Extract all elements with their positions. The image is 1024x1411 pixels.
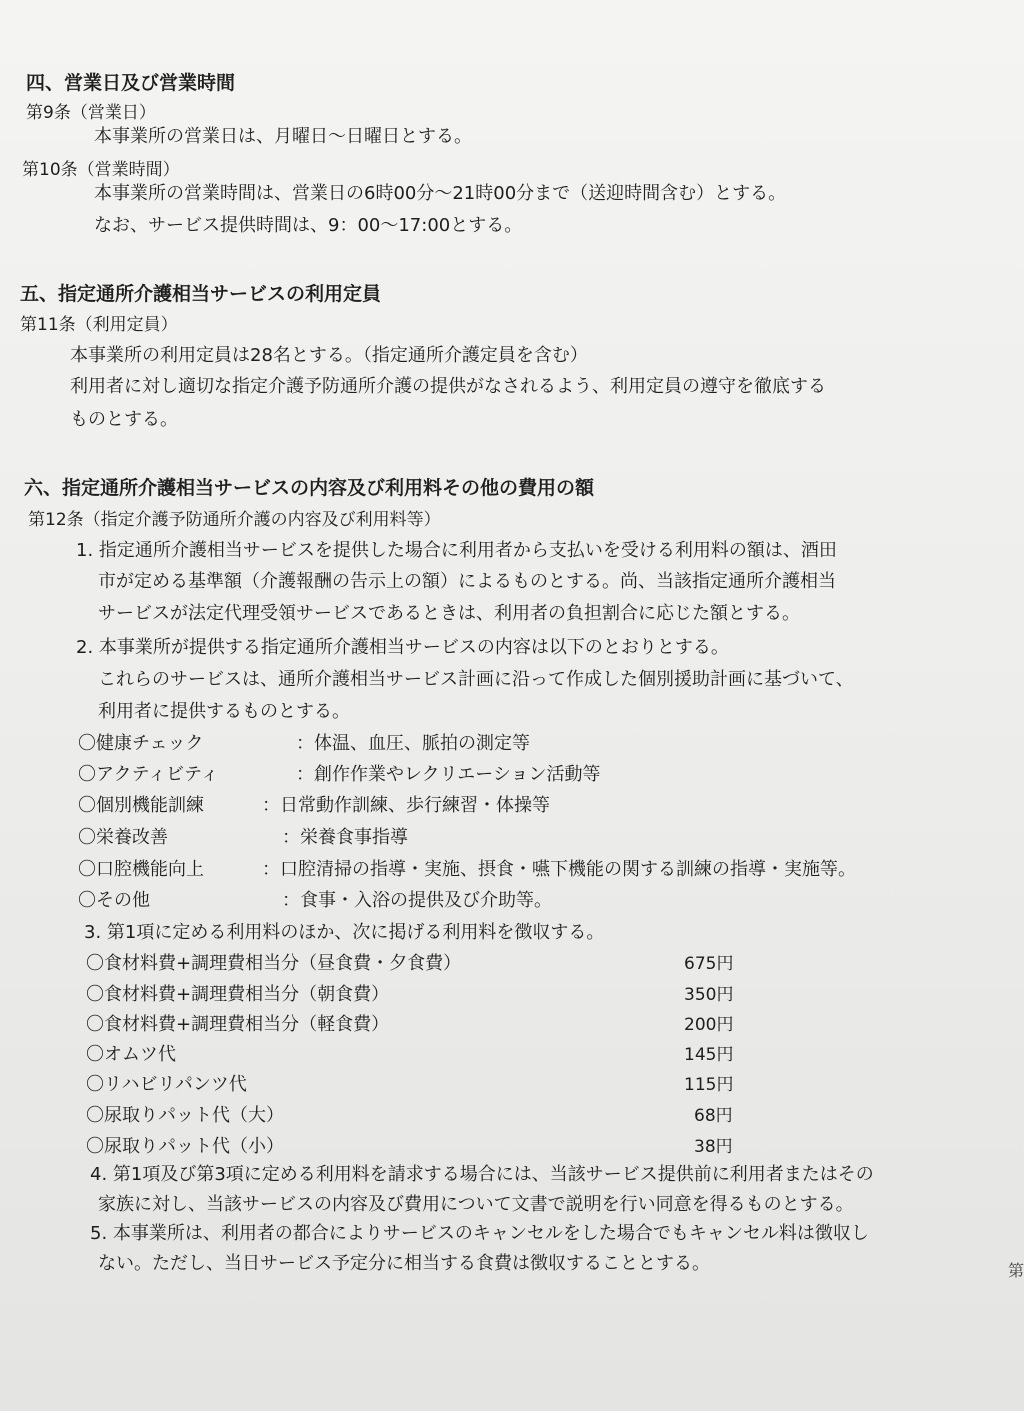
paragraph-2-line-2: これらのサービスは、通所介護相当サービス計画に沿って作成した個別援助計画に基づいて、 [98, 669, 854, 690]
service-desc: ：栄養食事指導 [282, 827, 408, 848]
paragraph-1-line-2: 市が定める基準額（介護報酬の告示上の額）によるものとする。尚、当該指定通所介護相当 [98, 571, 836, 592]
fee-item: 〇リハビリパンツ代 [86, 1074, 247, 1095]
fee-price: 145円 [684, 1045, 734, 1065]
fee-item: 〇尿取りパット代（小） [86, 1136, 284, 1157]
article-9-title: 第9条（営業日） [26, 103, 156, 123]
paragraph-3-line-1: 3. 第1項に定める利用料のほか、次に掲げる利用料を徴収する。 [84, 922, 605, 943]
fee-price: 68円 [694, 1106, 733, 1126]
fee-item: 〇食材料費+調理費相当分（昼食費・夕食費） [86, 953, 462, 974]
article-10-text-1: 本事業所の営業時間は、営業日の6時00分～21時00分まで（送迎時間含む）とする。 [94, 183, 787, 204]
service-desc: ：体温、血圧、脈拍の測定等 [296, 733, 530, 754]
service-desc: ：日常動作訓練、歩行練習・体操等 [262, 795, 550, 816]
service-name: 〇栄養改善 [78, 827, 168, 848]
fee-price: 350円 [684, 985, 734, 1005]
fee-item: 〇オムツ代 [86, 1044, 176, 1065]
article-12-title: 第12条（指定介護予防通所介護の内容及び利用料等） [28, 510, 441, 530]
fee-price: 200円 [684, 1015, 734, 1035]
edge-fragment: 第 [1008, 1261, 1024, 1280]
article-11-text-2: 利用者に対し適切な指定介護予防通所介護の提供がなされるよう、利用定員の遵守を徹底する [70, 376, 826, 397]
service-name: 〇口腔機能向上 [78, 859, 204, 880]
paragraph-2-line-3: 利用者に提供するものとする。 [98, 701, 350, 722]
service-name: 〇健康チェック [78, 733, 204, 754]
service-name: 〇個別機能訓練 [78, 795, 204, 816]
service-desc: ：創作作業やレクリエーション活動等 [296, 764, 601, 785]
fee-price: 675円 [684, 954, 734, 974]
paragraph-1-line-3: サービスが法定代理受領サービスであるときは、利用者の負担割合に応じた額とする。 [98, 603, 800, 624]
article-9-text: 本事業所の営業日は、月曜日～日曜日とする。 [94, 126, 472, 147]
article-11-text-3: ものとする。 [70, 409, 178, 430]
article-11-text-1: 本事業所の利用定員は28名とする。（指定通所介護定員を含む） [70, 345, 588, 366]
fee-item: 〇食材料費+調理費相当分（朝食費） [86, 984, 390, 1005]
article-10-title: 第10条（営業時間） [22, 160, 180, 180]
section-6-heading: 六、指定通所介護相当サービスの内容及び利用料その他の費用の額 [24, 477, 595, 499]
fee-item: 〇食材料費+調理費相当分（軽食費） [86, 1014, 390, 1035]
paragraph-1-line-1: 1. 指定通所介護相当サービスを提供した場合に利用者から支払いを受ける利用料の額は、酒田 [76, 540, 837, 561]
paragraph-4-line-2: 家族に対し、当該サービスの内容及び費用について文書で説明を行い同意を得るものとする。 [98, 1194, 854, 1215]
paragraph-4-line-1: 4. 第1項及び第3項に定める利用料を請求する場合には、当該サービス提供前に利用者またはその [90, 1164, 874, 1185]
article-10-text-2: なお、サービス提供時間は、9：00～17:00とする。 [94, 215, 523, 236]
fee-price: 38円 [694, 1137, 733, 1157]
service-desc: ：口腔清掃の指導・実施、摂食・嚥下機能の関する訓練の指導・実施等。 [262, 859, 856, 880]
section-5-heading: 五、指定通所介護相当サービスの利用定員 [20, 283, 382, 305]
paragraph-5-line-1: 5. 本事業所は、利用者の都合によりサービスのキャンセルをした場合でもキャンセル料は徴収し [90, 1223, 869, 1244]
article-11-title: 第11条（利用定員） [20, 315, 178, 335]
service-name: 〇アクティビティ [78, 764, 219, 785]
fee-price: 115円 [684, 1075, 734, 1095]
service-name: 〇その他 [78, 890, 150, 911]
fee-item: 〇尿取りパット代（大） [86, 1105, 284, 1126]
service-desc: ：食事・入浴の提供及び介助等。 [282, 890, 552, 911]
section-4-heading: 四、営業日及び営業時間 [26, 72, 236, 94]
paragraph-2-line-1: 2. 本事業所が提供する指定通所介護相当サービスの内容は以下のとおりとする。 [76, 637, 729, 658]
paragraph-5-line-2: ない。ただし、当日サービス予定分に相当する食費は徴収することとする。 [98, 1253, 710, 1274]
